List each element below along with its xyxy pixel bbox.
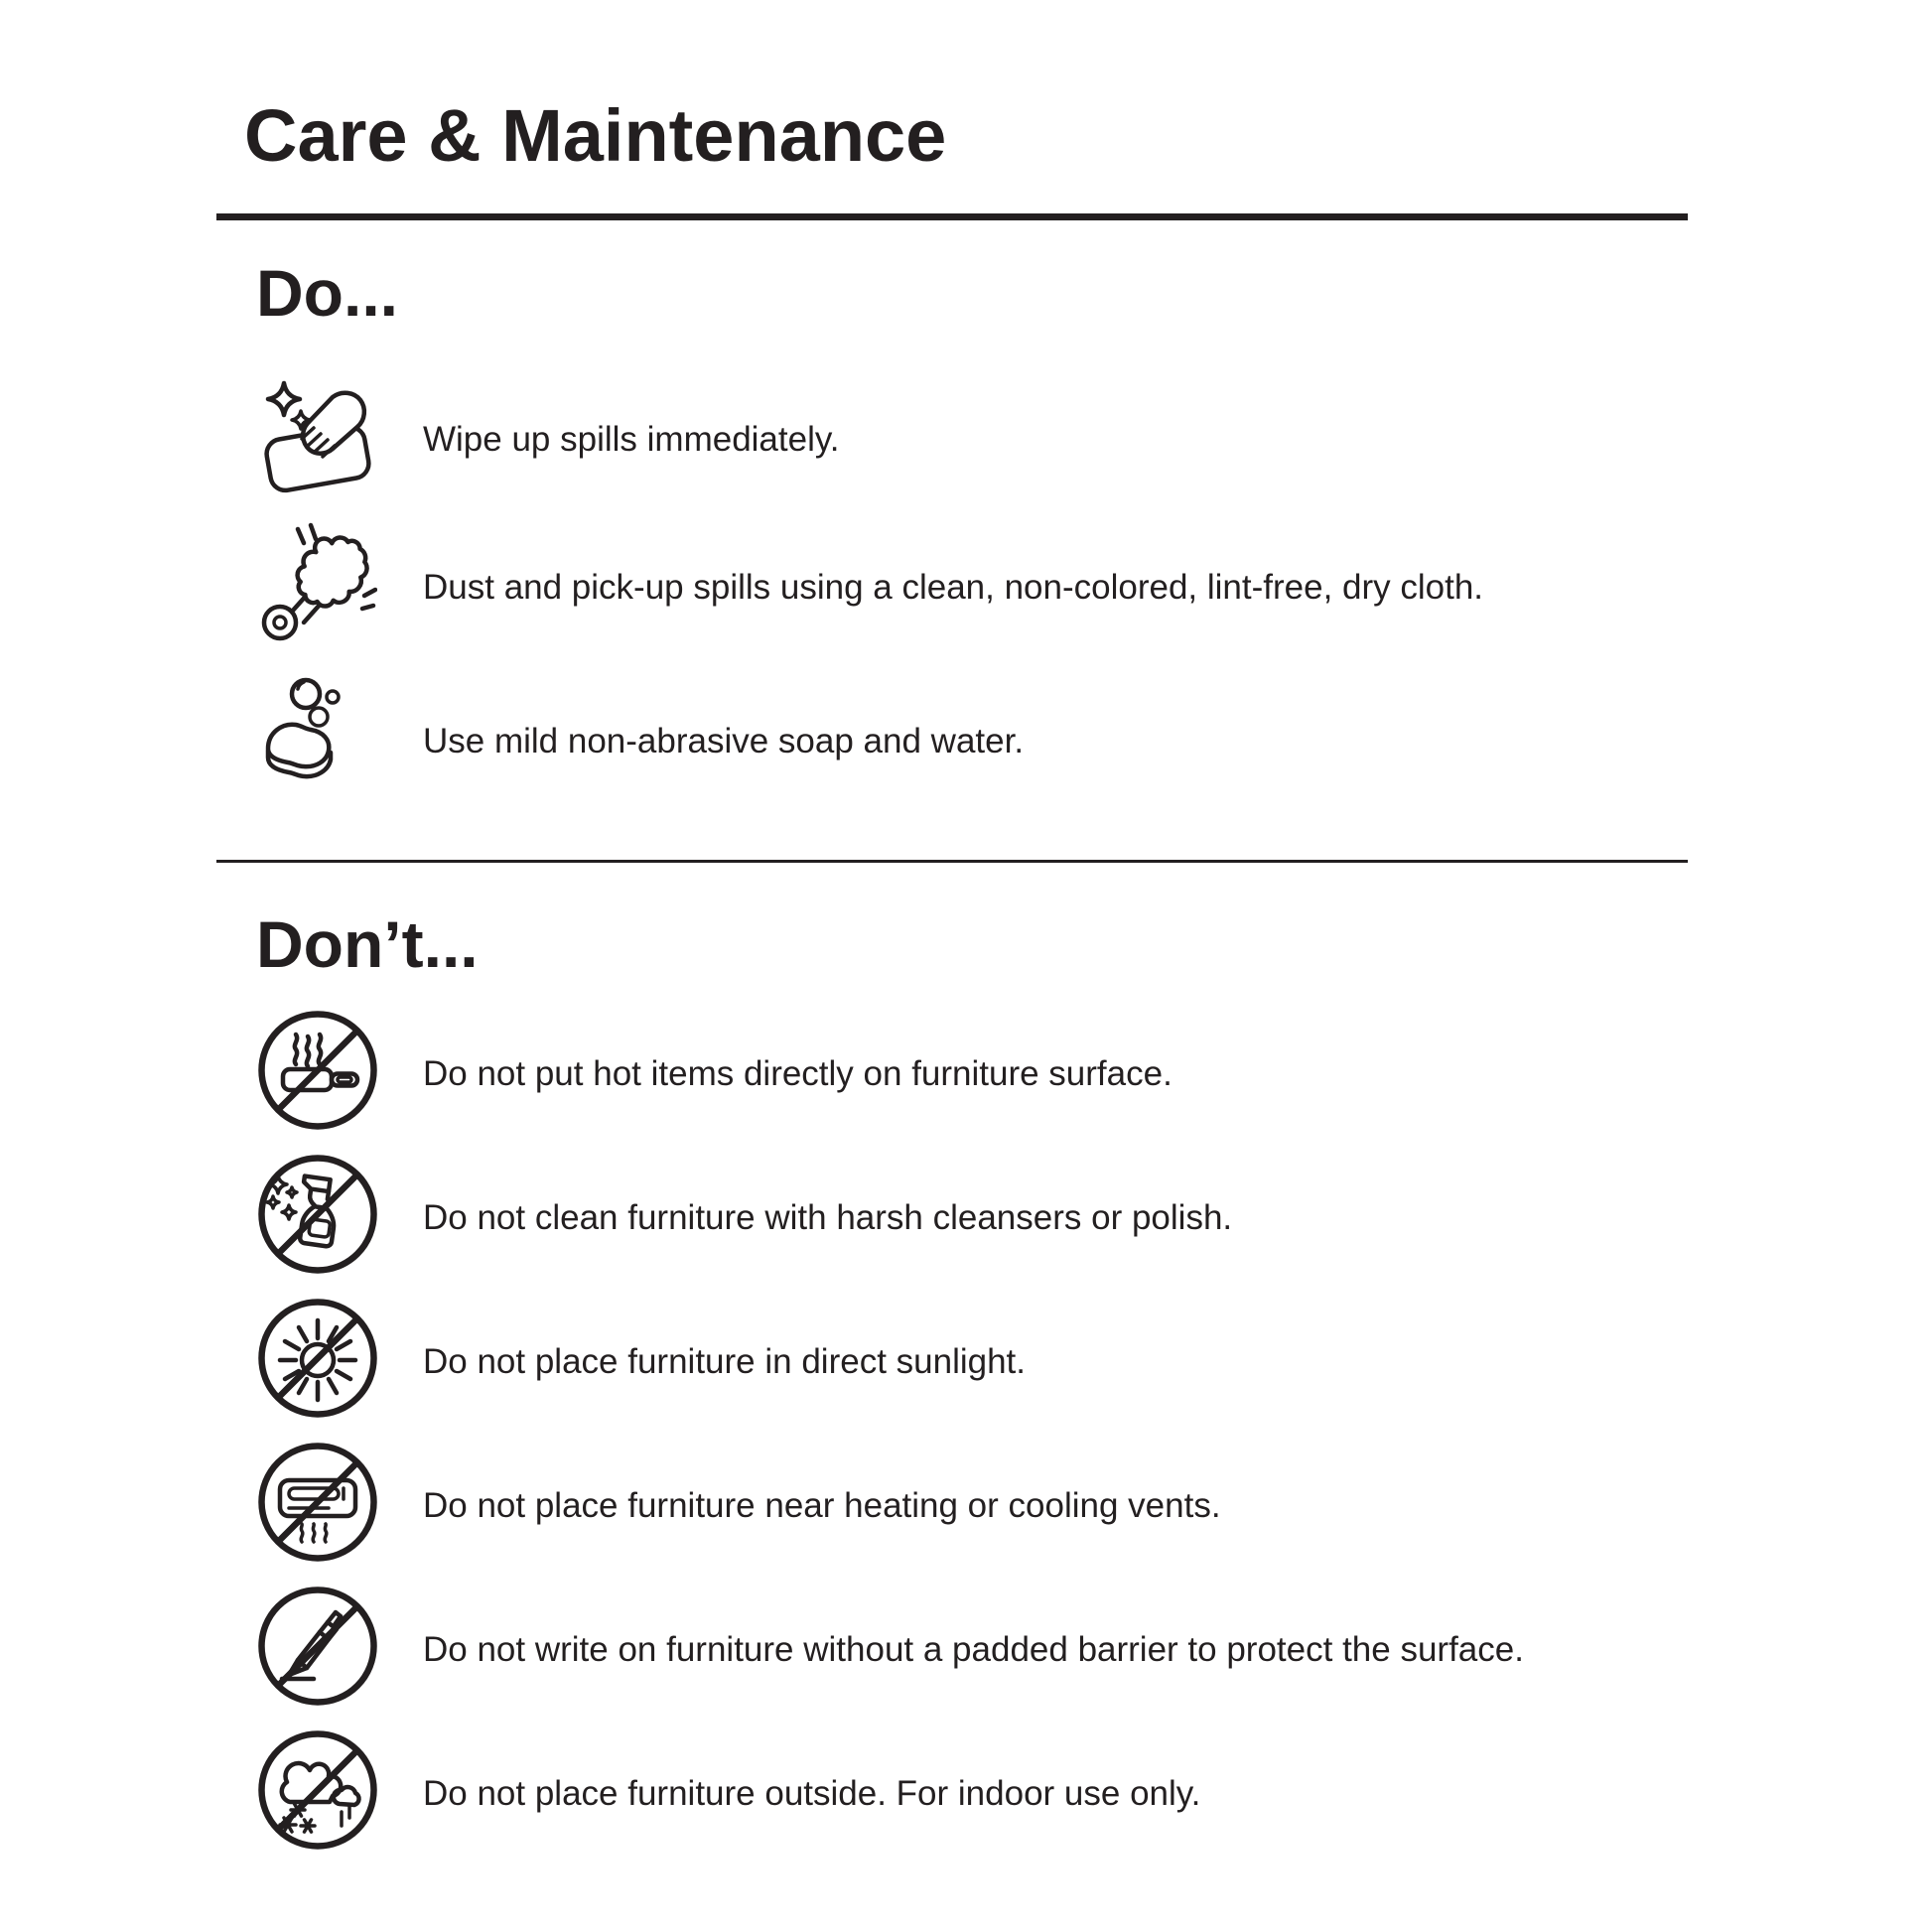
care-warning: Do not write on furniture without a padded barrier to protect the surface. [423, 1630, 1524, 1669]
wipe-spills-icon [238, 367, 377, 506]
care-instruction: Dust and pick-up spills using a clean, non-colored, lint-free, dry cloth. [423, 568, 1484, 607]
no-heating-vents-icon [256, 1441, 379, 1564]
dont-section-heading: Don’t... [256, 907, 479, 981]
section-divider [216, 860, 1688, 863]
title-divider [216, 213, 1688, 220]
care-warning: Do not clean furniture with harsh cleansers or polish. [423, 1198, 1233, 1237]
no-direct-sunlight-icon [256, 1297, 379, 1420]
do-section-heading: Do... [256, 256, 398, 330]
page-title: Care & Maintenance [244, 94, 947, 177]
soap-bubbles-icon [250, 657, 359, 796]
feather-duster-icon [238, 516, 377, 660]
care-warning: Do not place furniture near heating or cooling vents. [423, 1486, 1221, 1525]
no-hot-items-icon [256, 1009, 379, 1132]
care-instruction: Wipe up spills immediately. [423, 420, 840, 459]
no-writing-icon [256, 1585, 379, 1708]
no-outdoor-use-icon [256, 1728, 379, 1852]
care-warning: Do not place furniture outside. For indoor use only. [423, 1774, 1201, 1813]
care-warning: Do not place furniture in direct sunlight. [423, 1342, 1026, 1381]
no-harsh-cleansers-icon [256, 1153, 379, 1276]
care-warning: Do not put hot items directly on furniture surface. [423, 1054, 1173, 1093]
care-instruction: Use mild non-abrasive soap and water. [423, 722, 1025, 760]
